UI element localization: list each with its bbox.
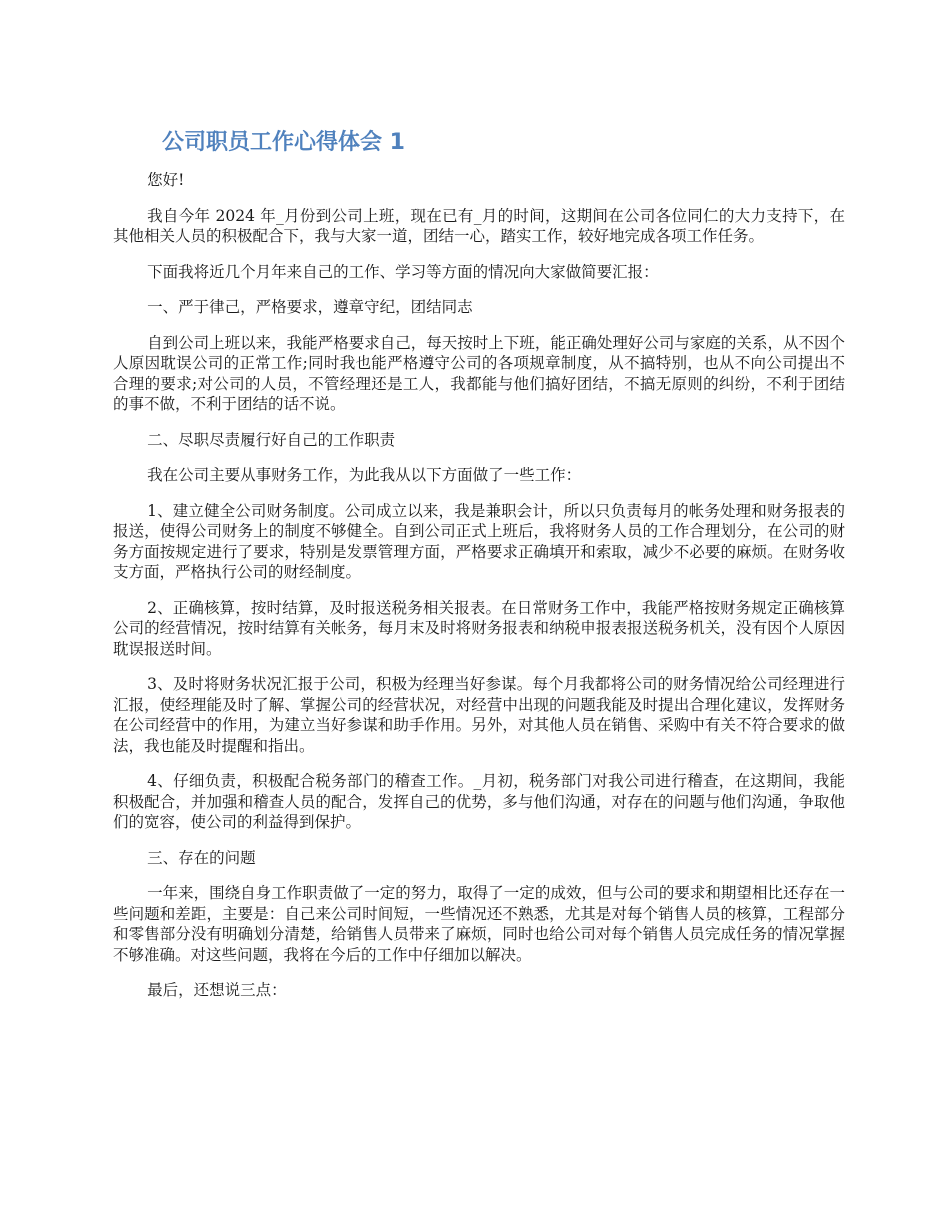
section-heading-1: 一、严于律己，严格要求，遵章守纪，团结同志: [147, 298, 473, 316]
document-body: [113, 170, 845, 1016]
paragraph-discipline: 自到公司上班以来，我能严格要求自己，每天按时上下班，能正确处理好公司与家庭的关系，从不因个人原因耽误公司的正常工作;同时我也能严格遵守公司的各项规章制度，从不搞特别，也从不向公司提出不合理的要求;对公司的人员，不管经理还是工人，我都能与他们搞好团结，不搞无原则的纠纷，不利于团结的事不做，不利于团结的话不说。: [113, 333, 845, 413]
paragraph-problems: 一年来，围绕自身工作职责做了一定的努力，取得了一定的成效，但与公司的要求和期望相比还存在一些问题和差距，主要是：自己来公司时间短，一些情况还不熟悉，尤其是对每个销售人员的核算，工程部分和零售部分没有明确划分清楚，给销售人员带来了麻烦，同时也给公司对每个销售人员完成任务的情况掌握不够准确。对这些问题，我将在今后的工作中仔细加以解决。: [113, 884, 845, 964]
paragraph-intro: 我自今年 2024 年_月份到公司上班，现在已有_月的时间，这期间在公司各位同仁的大力支持下，在其他相关人员的积极配合下，我与大家一道，团结一心，踏实工作，较好地完成各项工作任务。: [113, 206, 845, 245]
section-heading-2: 二、尽职尽责履行好自己的工作职责: [147, 430, 396, 449]
paragraph-closing: 最后，还想说三点：: [147, 981, 287, 999]
paragraph-item-4: 4、仔细负责，积极配合税务部门的稽查工作。_月初，税务部门对我公司进行稽查，在这期间，我能积极配合，并加强和稽查人员的配合，发挥自己的优势，多与他们沟通，对存在的问题与他们沟通，争取他们的宽容，使公司的利益得到保护。: [113, 772, 845, 831]
paragraph-item-3: 3、及时将财务状况汇报于公司，积极为经理当好参谋。每个月我都将公司的财务情况给公司经理进行汇报，使经理能及时了解、掌握公司的经营状况，对经营中出现的问题我能及时提出合理化建议，发挥财务在公司经营中的作用，为建立当好参谋和助手作用。另外，对其他人员在销售、采购中有关不符合要求的做法，我也能及时提醒和指出。: [113, 675, 845, 755]
paragraph-report-lead: 下面我将近几个月年来自己的工作、学习等方面的情况向大家做简要汇报：: [147, 262, 659, 281]
section-heading-3: 三、存在的问题: [147, 848, 256, 867]
paragraph-item-2: 2、正确核算，按时结算，及时报送税务相关报表。在日常财务工作中，我能严格按财务规定正确核算公司的经营情况，按时结算有关帐务，每月末及时将财务报表和纳税申报表报送税务机关，没有因个人原因耽误报送时间。: [113, 598, 845, 658]
paragraph-item-1: 1、建立健全公司财务制度。公司成立以来，我是兼职会计，所以只负责每月的帐务处理和财务报表的报送，使得公司财务上的制度不够健全。自到公司正式上班后，我将财务人员的工作合理划分，在公司的财务方面按规定进行了要求，特别是发票管理方面，严格要求正确填开和索取，减少不必要的麻烦。在财务收支方面，严格执行公司的财经制度。: [113, 501, 845, 581]
paragraph-greeting: 您好!: [147, 171, 185, 189]
document-title: 公司职员工作心得体会 1: [162, 130, 405, 155]
paragraph-finance-lead: 我在公司主要从事财务工作，为此我从以下方面做了一些工作：: [147, 466, 582, 484]
